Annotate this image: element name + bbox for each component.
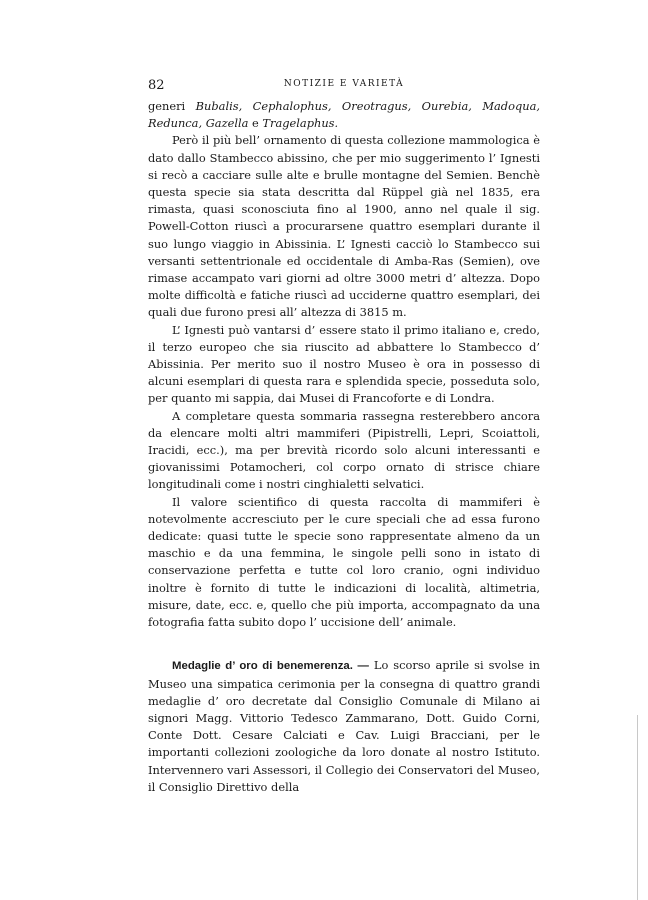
genus-name: Oreotragus, [341, 99, 422, 113]
section-text: Lo scorso aprile si svolse in Museo una simpatica cerimonia per la consegna di quattro grandi medaglie d’ oro decretate dal Consiglio Comunale di Milano ai signori Magg. Vittorio Tedesco Zammarano, Dott. Guido Corni, Conte Dott. Cesare Calciati e Cav. Luigi Bracciani, per le importanti collezioni zoologiche da loro donate al nostro Istituto. Intervennero vari Assessori, il Collegio dei Conservatori del Museo, il Consiglio Direttivo della [148, 658, 540, 794]
genus-name: Gazella [205, 116, 249, 131]
section-heading: Medaglie d’ oro di benemerenza. — [172, 660, 369, 673]
page-number: 82 [148, 78, 165, 93]
running-head: NOTIZIE E VARIETÀ [283, 79, 405, 89]
paragraph-mammiferi: A completare questa sommaria rassegna resterebbero ancora da elencare molti altri mammiferi (Pipistrelli, Lepri, Scoiattoli, Iracidi, ecc.), ma per brevità ricordo solo alcuni interessanti e giovanissimi Potamocheri, col corpo ornato di strisce chiare longitudinali come i nostri cinghialetti selvatici. [148, 408, 540, 492]
genera-list [148, 98, 540, 132]
genus-name: Redunca, [148, 116, 206, 131]
page-edge-line [637, 715, 638, 900]
body-text [148, 98, 540, 796]
genus-name: Bubalis, [195, 99, 253, 113]
genus-name: Madoqua, [482, 99, 540, 113]
genus-name: Cephalophus, [252, 99, 342, 113]
section-spacer [148, 631, 540, 657]
section-medaglie [148, 657, 540, 796]
genera-prefix: generi [148, 99, 196, 113]
paragraph-ignesti: L’ Ignesti può vantarsi d’ essere stato il primo italiano e, credo, il terzo europeo che sia riuscito ad abbattere lo Stambecco d’ Abissinia. Per merito suo il nostro Museo è ora in possesso di alcuni esemplari di questa rara e splendida specie, posseduta solo, per quanto mi sappia, dai Musei di Francoforte e di Londra. [148, 322, 540, 406]
paragraph-valore: Il valore scientifico di questa raccolta di mammiferi è notevolmente accresciuto per le cure speciali che ad essa furono dedicate: quasi tutte le specie sono rappresentate almeno da un maschio e da una femmina, le singole pelli sono in istato di conservazione perfetta e tutte col loro cranio, ogni individuo inoltre è fornito di tutte le indicazioni di località, altimetria, misure, date, ecc. e, quello che più importa, accompagnato da una fotografia fatta subito dopo l’ uccisione dell’ animale. [148, 494, 540, 630]
genus-name: Tragelaphus. [262, 116, 339, 131]
paragraph-stambecco: Però il più bell’ ornamento di questa collezione mammologica è dato dallo Stambecco abissino, che per mio suggerimento l’ Ignesti si recò a cacciare sulle alte e brulle montagne del Semien. Benchè questa specie sia stata descritta dal Rüppel già nel 1835, era rimasta, quasi sconosciuta fino al 1900, anno nel quale il sig. Powell-Cotton riuscì a procurarsene quattro esemplari durante il suo lungo viaggio in Abissinia. L’ Ignesti cacciò lo Stambecco sui versanti settentrionale ed occidentale di Amba-Ras (Semien), ove rimase accampato vari giorni ad oltre 3000 metri d’ altezza. Dopo molte difficoltà e fatiche riuscì ad ucciderne quattro esemplari, dei quali due furono presi all’ altezza di 3815 m. [148, 133, 540, 320]
genus-name: Ourebia, [421, 99, 483, 113]
page-header [148, 78, 540, 98]
book-page [148, 78, 540, 796]
genera-joiner: e [248, 116, 263, 131]
